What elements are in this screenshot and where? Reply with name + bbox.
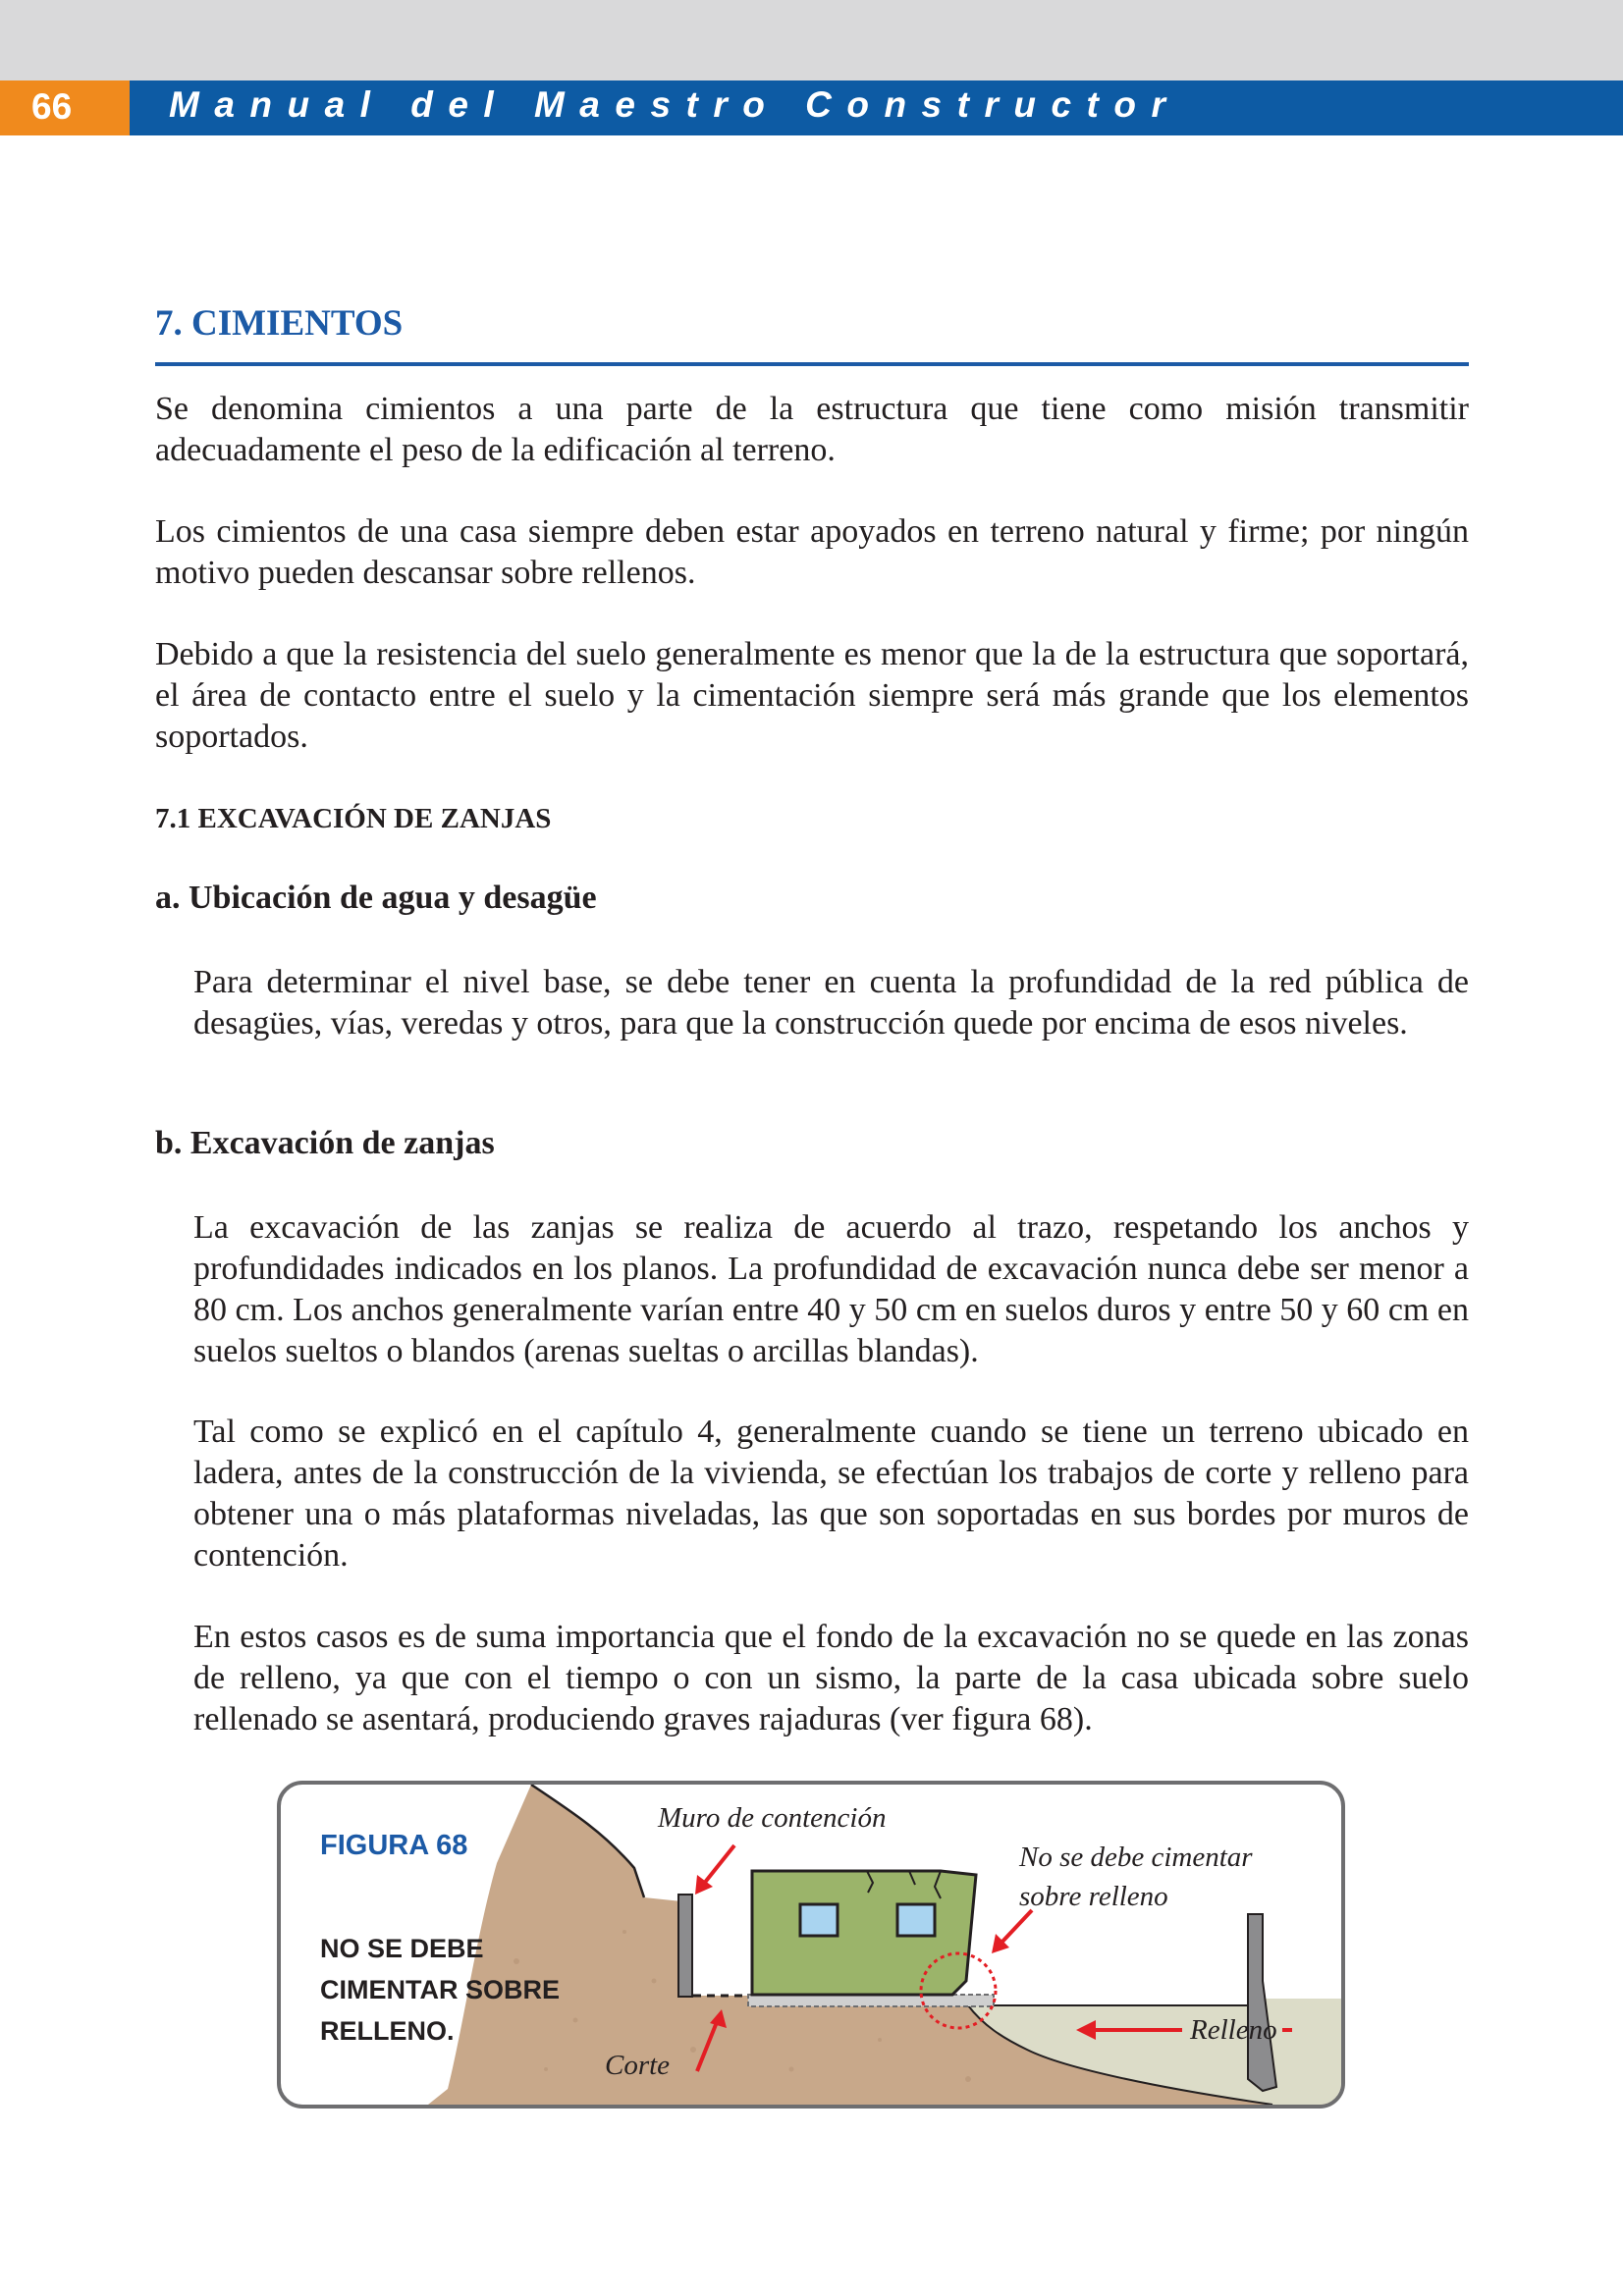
label-retaining-wall: Muro de contención — [658, 1802, 887, 1834]
paragraph: Tal como se explicó en el capítulo 4, generalmente cuando se tiene un terreno ubicado en ladera, antes de la construcción de la vivienda, se efectúan los trabajos de corte y relleno para obtener una o más plataformas niveladas, las que son soportadas en sus bordes por muros de contención. — [193, 1414, 1469, 1574]
figure-caption-line: NO SE DEBE — [320, 1934, 484, 1963]
label-warning-line1: No se debe cimentar — [1019, 1842, 1253, 1873]
subheading-a: a. Ubicación de agua y desagüe — [155, 880, 597, 916]
section-title-rule — [155, 362, 1469, 366]
running-header-title: Manual del Maestro Constructor — [169, 84, 1181, 125]
paragraph: La excavación de las zanjas se realiza de acuerdo al trazo, respetando los anchos y profundidades indicados en los planos. La profundidad de excavación nunca debe ser menor a 80 cm. Los anchos generalmente varían entre 40 y 50 cm en suelos duros y entre 50 y 60 cm en suelos sueltos o blandos (arenas sueltas o arcillas blandas). — [193, 1209, 1469, 1369]
subheading-b: b. Excavación de zanjas — [155, 1125, 495, 1161]
subsection-title: 7.1 EXCAVACIÓN DE ZANJAS — [155, 803, 552, 834]
arrow-retaining-wall — [695, 1845, 734, 1895]
figure-68 — [277, 1781, 1345, 2109]
label-fill: Relleno — [1190, 2014, 1277, 2046]
top-margin-band — [0, 0, 1623, 80]
paragraph: En estos casos es de suma importancia que el fondo de la excavación no se quede en las zonas de relleno, ya que con el tiempo o con un sismo, la parte de la casa ubicada sobre suelo rellenado se asentará, produciendo graves rajaduras (ver figura 68). — [193, 1619, 1469, 1737]
figure-caption — [320, 1928, 575, 2052]
page-number: 66 — [31, 86, 73, 127]
paragraph: Debido a que la resistencia del suelo generalmente es menor que la de la estructura que soportará, el área de contacto entre el suelo y la cimentación siempre será más grande que los elementos soportados. — [155, 636, 1469, 755]
arrow-no-cimentar — [992, 1910, 1032, 1953]
label-cut: Corte — [605, 2050, 671, 2081]
paragraph: Para determinar el nivel base, se debe tener en cuenta la profundidad de la red pública de desagües, vías, veredas y otros, para que la construcción quede por encima de esos niveles. — [193, 964, 1469, 1041]
paragraph: Se denomina cimientos a una parte de la estructura que tiene como misión transmitir adecuadamente el peso de la edificación al terreno. — [155, 391, 1469, 468]
section-title: 7. CIMIENTOS — [155, 303, 404, 344]
figure-caption-line: CIMENTAR SOBRE — [320, 1975, 561, 2004]
label-warning-line2: sobre relleno — [1019, 1881, 1168, 1912]
figure-caption-line: RELLENO. — [320, 2016, 455, 2046]
foundation-slab — [748, 1995, 994, 2006]
window-right — [897, 1904, 935, 1936]
window-left — [800, 1904, 838, 1936]
figure-number: FIGURA 68 — [320, 1830, 468, 1861]
retaining-wall-left — [678, 1895, 692, 1997]
paragraph: Los cimientos de una casa siempre deben estar apoyados en terreno natural y firme; por ningún motivo pueden descansar sobre rellenos. — [155, 513, 1469, 591]
house — [752, 1871, 976, 1995]
